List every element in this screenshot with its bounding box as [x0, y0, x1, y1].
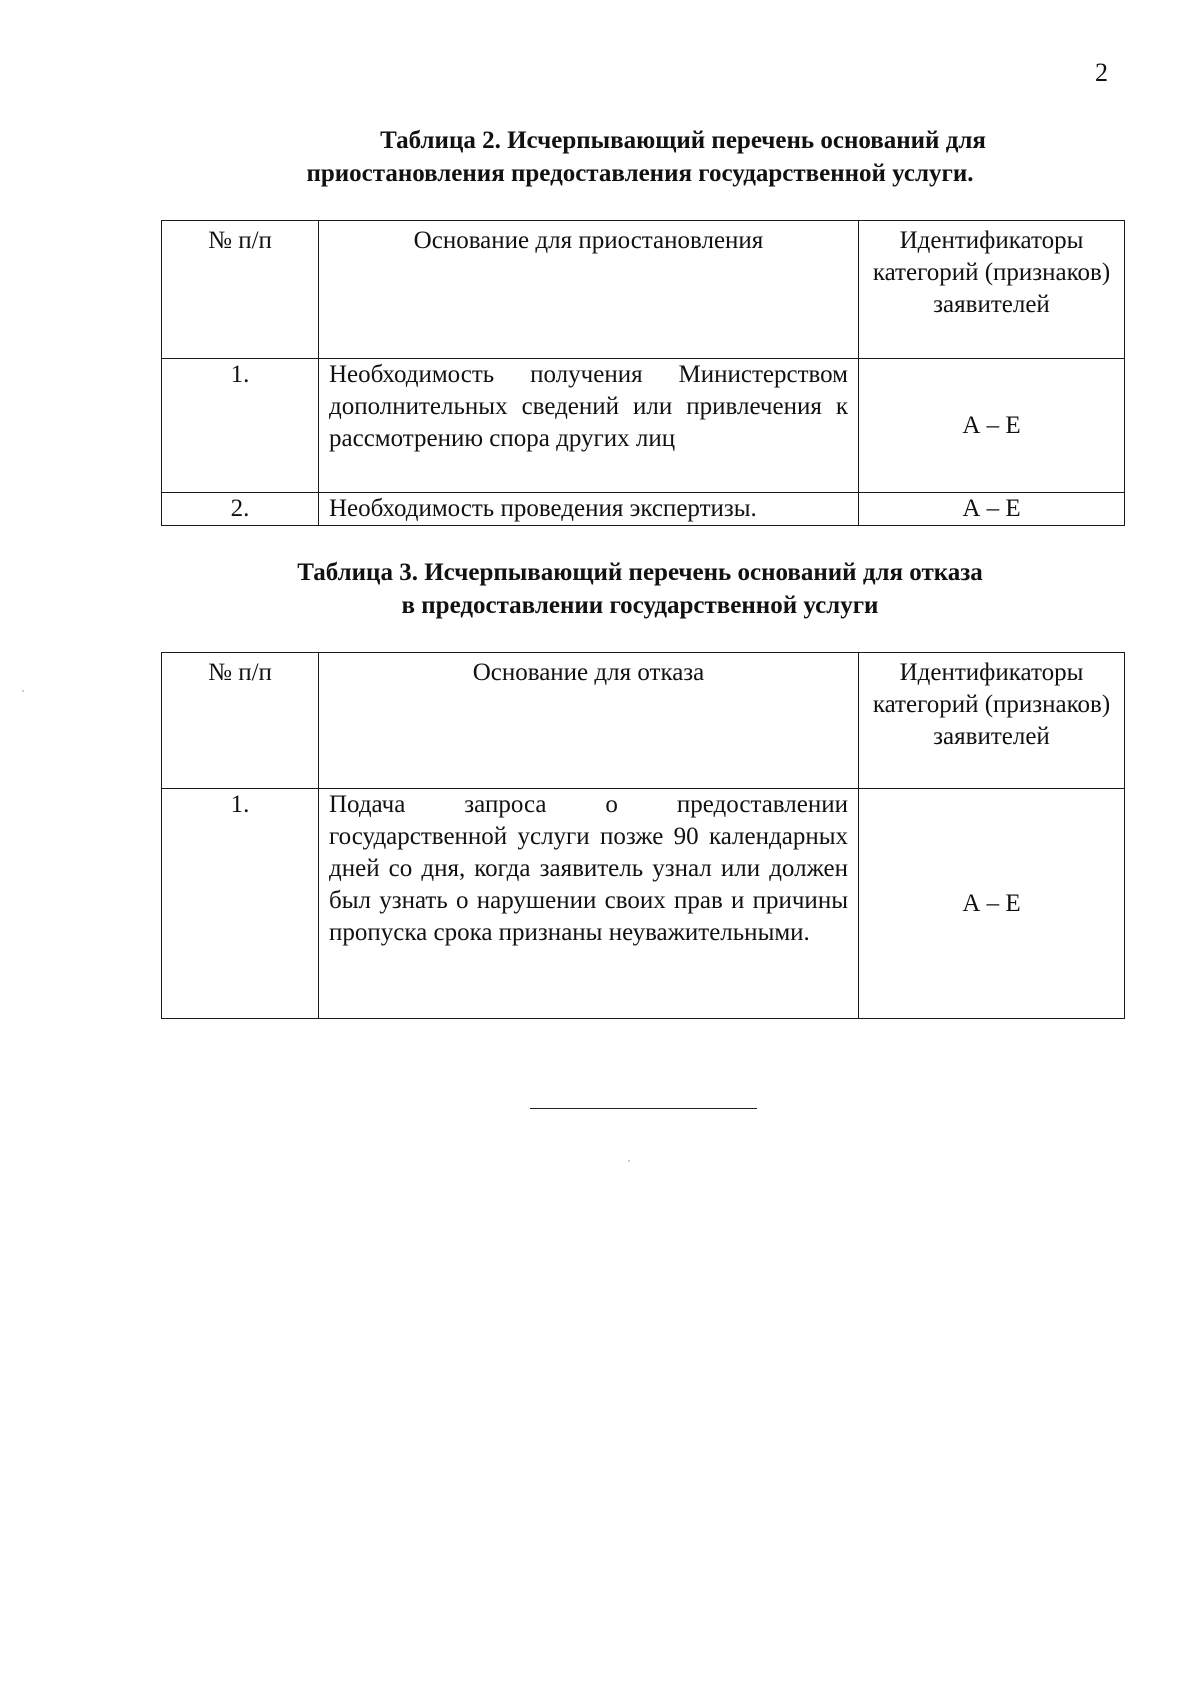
- scan-speck: [628, 1160, 630, 1162]
- table-row: [162, 493, 1125, 526]
- header-num: № п/п: [162, 221, 319, 359]
- table2-title-line1: Таблица 2. Исчерпывающий перечень оснований для: [380, 127, 986, 154]
- header-basis: Основание для отказа: [319, 653, 859, 789]
- table-row: [162, 789, 1125, 1019]
- table3-title-line1: Таблица 3. Исчерпывающий перечень оснований для отказа: [297, 559, 983, 586]
- row-basis: Необходимость проведения экспертизы.: [319, 493, 859, 526]
- header-num: № п/п: [162, 653, 319, 789]
- page-number: 2: [1095, 58, 1108, 87]
- table-row: [162, 359, 1125, 493]
- header-basis: Основание для приостановления: [319, 221, 859, 359]
- row-ids: А – Е: [859, 493, 1125, 526]
- row-ids: А – Е: [859, 789, 1125, 1019]
- row-basis: Подача запроса о предоставлении государственной услуги позже 90 календарных дней со дня, когда заявитель узнал или должен был узнать о нарушении своих прав и причины пропуска срока признаны неуважительными.: [319, 789, 859, 1019]
- row-num: 2.: [162, 493, 319, 526]
- table3-title-line2: в предоставлении государственной услуги: [401, 592, 879, 619]
- end-of-document-rule: [530, 1108, 757, 1109]
- row-num: 1.: [162, 359, 319, 493]
- row-basis: Необходимость получения Министерством дополнительных сведений или привлечения к рассмотрению спора других лиц: [319, 359, 859, 493]
- row-num: 1.: [162, 789, 319, 1019]
- suspension-grounds-table: [161, 220, 1125, 526]
- table2-title-line2: приостановления предоставления государственной услуги.: [306, 160, 974, 187]
- table2-title: [160, 124, 1120, 190]
- table3-title: [160, 556, 1120, 622]
- header-ids: Идентификаторы категорий (признаков) заявителей: [859, 653, 1125, 789]
- table-header-row: [162, 653, 1125, 789]
- row-ids: А – Е: [859, 359, 1125, 493]
- table-header-row: [162, 221, 1125, 359]
- scan-speck: [22, 690, 24, 692]
- header-ids: Идентификаторы категорий (признаков) заявителей: [859, 221, 1125, 359]
- refusal-grounds-table: [161, 652, 1125, 1019]
